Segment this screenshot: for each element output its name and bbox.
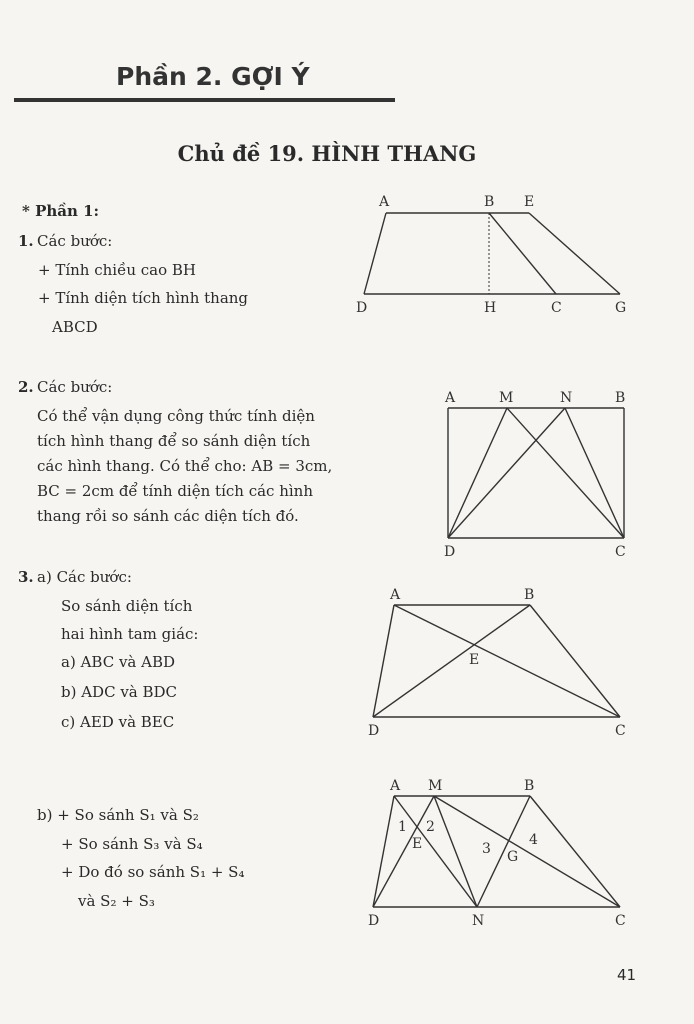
q1-line: + Tính chiều cao BH	[38, 261, 196, 279]
label: D	[368, 913, 380, 929]
label: A	[390, 587, 401, 603]
label: 4	[529, 832, 538, 848]
q3b-line: + So sánh S₃ và S₄	[61, 835, 203, 853]
label: G	[615, 300, 627, 316]
q2-line: các hình thang. Có thể cho: AB = 3cm,	[37, 457, 333, 475]
label: B	[524, 587, 535, 603]
q1-number: 1.	[18, 232, 34, 250]
label: 3	[482, 841, 491, 857]
label: D	[368, 723, 380, 739]
page-number: 41	[617, 966, 637, 984]
label: 1	[398, 819, 407, 835]
q2-line: tích hình thang để so sánh diện tích	[37, 432, 311, 450]
label: E	[524, 194, 535, 210]
label: B	[524, 778, 535, 794]
q3a-line: hai hình tam giác:	[61, 625, 199, 643]
part-label: * Phần 1:	[22, 202, 100, 220]
label: E	[469, 652, 480, 668]
label: A	[445, 390, 456, 406]
q2-line: thang rồi so sánh các diện tích đó.	[37, 507, 299, 525]
label: 2	[426, 819, 435, 835]
q3-number: 3.	[18, 568, 34, 586]
label: B	[615, 390, 626, 406]
q3a-line: b) ADC và BDC	[61, 683, 178, 701]
label: M	[499, 390, 514, 406]
label: A	[379, 194, 390, 210]
label: C	[551, 300, 562, 316]
label: H	[484, 300, 497, 316]
label: C	[615, 913, 626, 929]
label: A	[390, 778, 401, 794]
q3a-lead: a) Các bước:	[37, 568, 132, 586]
figure-4-trapezoid-regions	[368, 778, 626, 929]
q1-line: ABCD	[52, 318, 98, 336]
q1-line: + Tính diện tích hình thang	[38, 289, 249, 307]
label: D	[444, 544, 456, 560]
figure-1-trapezoid	[356, 194, 626, 316]
q3b-line: + Do đó so sánh S₁ + S₄	[61, 863, 245, 881]
figure-3-trapezoid-diagonals	[368, 587, 626, 739]
label: M	[428, 778, 443, 794]
q3a-line: a) ABC và ABD	[61, 653, 176, 671]
q3b-line: và S₂ + S₃	[78, 892, 155, 910]
q3a-line: c) AED và BEC	[61, 713, 175, 731]
q3a-line: So sánh diện tích	[61, 597, 193, 615]
page-title: Phần 2. GỢI Ý	[116, 62, 310, 91]
label: B	[484, 194, 495, 210]
label: N	[560, 390, 573, 406]
topic-heading: Chủ đề 19. HÌNH THANG	[177, 141, 477, 166]
q2-lead: Các bước:	[37, 378, 113, 396]
figure-2-rectangle	[444, 390, 626, 560]
q3b-line: b) + So sánh S₁ và S₂	[37, 806, 199, 824]
q1-lead: Các bước:	[37, 232, 113, 250]
label: C	[615, 723, 626, 739]
label: G	[507, 849, 519, 865]
label: D	[356, 300, 368, 316]
label: N	[472, 913, 485, 929]
q2-line: Có thể vận dụng công thức tính diện	[37, 407, 315, 425]
label: C	[615, 544, 626, 560]
q2-line: BC = 2cm để tính diện tích các hình	[37, 482, 313, 500]
label: E	[412, 836, 423, 852]
q2-number: 2.	[18, 378, 34, 396]
